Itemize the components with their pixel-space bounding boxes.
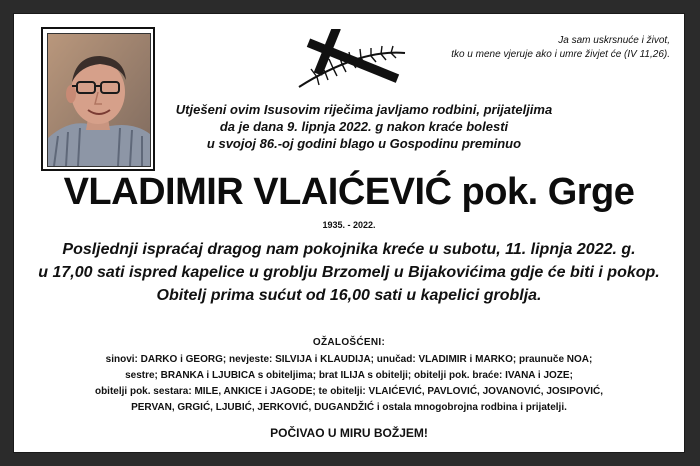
quote-line: Ja sam uskrsnuće i život, — [558, 35, 670, 46]
mourners-line: sestre; BRANKA i LJUBICA s obiteljima; brat ILIJA s obitelji; obitelji pok. braće: IVANA i JOZE; — [125, 370, 573, 381]
funeral-line: Posljednji ispraćaj dragog nam pokojnika kreće u subotu, 11. lipnja 2022. g. — [62, 241, 636, 258]
quote-line: tko u mene vjeruje ako i umre živjet će (IV 11,26). — [451, 49, 670, 60]
photo-frame — [41, 27, 155, 171]
mourners-line: obitelji pok. sestara: MILE, ANKICE i JAGODE; te obitelji: VLAIĆEVIĆ, PAVLOVIĆ, JOVANOVIĆ, JOSIPOVIĆ, — [94, 386, 604, 397]
announcement-intro — [159, 101, 569, 152]
closing-phrase: POČIVAO U MIRU BOŽJEM! — [270, 426, 428, 440]
mourners-line: PERVAN, GRGIĆ, LJUBIĆ, JERKOVIĆ, DUGANDŽIĆ i ostala mnogobrojna rodbina i prijatelji. — [131, 402, 567, 413]
funeral-line: u 17,00 sati ispred kapelice u groblju Brzomelj u Bijakovićima gdje će biti i pokop. — [38, 264, 660, 281]
portrait-photo — [47, 33, 151, 167]
intro-line: da je dana 9. lipnja 2022. g nakon kraće bolesti — [219, 119, 509, 134]
bible-quote — [370, 34, 670, 62]
mourners-line: sinovi: DARKO i GEORG; nevjeste: SILVIJA i KLAUDIJA; unučad: VLADIMIR i MARKO; praunuče NOA; — [105, 354, 593, 365]
portrait-photo-image — [48, 34, 150, 166]
intro-line: Utješeni ovim Isusovim riječima javljamo rodbini, prijateljima — [175, 102, 553, 117]
funeral-details — [24, 238, 674, 307]
life-years: 1935. - 2022. — [322, 220, 376, 230]
mourners-list — [24, 352, 674, 416]
deceased-name: VLADIMIR VLAIĆEVIĆ pok. Grge — [63, 171, 635, 213]
mourners-heading: OŽALOŠĆENI: — [312, 337, 386, 348]
obituary-card — [14, 14, 684, 452]
intro-line: u svojoj 86.-oj godini blago u Gospodinu preminuo — [206, 136, 522, 151]
funeral-line: Obitelj prima sućut od 16,00 sati u kapelici groblja. — [156, 287, 542, 304]
